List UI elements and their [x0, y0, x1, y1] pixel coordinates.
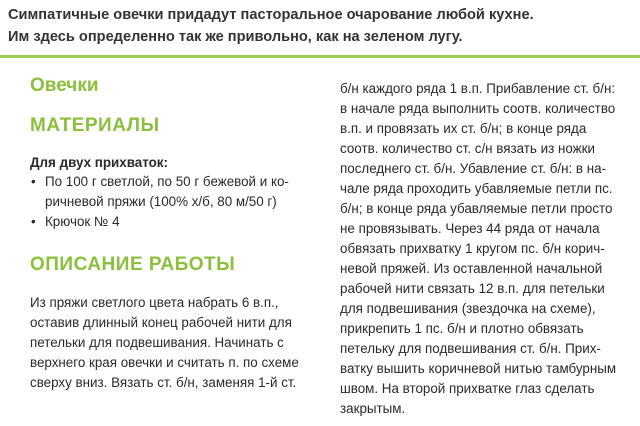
intro-line: Им здесь определенно так же привольно, как на зеленом лугу. — [8, 29, 463, 45]
text-line: б/н; в конце ряда убавляемые петли просто — [340, 201, 613, 216]
text-line: б/н каждого ряда 1 в.п. Прибавление ст. б/н: — [340, 81, 616, 96]
text-line: обвязать прихватку 1 кругом пс. б/н корич- — [340, 241, 605, 256]
text-line: сверху вниз. Вязать ст. б/н, заменяя 1-й ст. — [30, 375, 297, 390]
left-column — [30, 74, 320, 393]
text-line: швом. На второй прихватке глаз сделать — [340, 381, 595, 396]
text-line: невой пряжей. Из оставленной начальной — [340, 261, 603, 276]
materials-item-line: По 100 г светлой, по 50 г бежевой и ко- — [45, 174, 289, 189]
text-line: рабочей нити связать 12 в.п. для петельки — [340, 281, 605, 296]
text-line: ватку вышить коричневой нитью тамбурным — [340, 361, 617, 376]
text-line: в начале ряда выполнить соотв. количество — [340, 101, 616, 116]
green-divider — [0, 55, 640, 58]
text-line: чале ряда проходить убавляемые петли пс. — [340, 181, 613, 196]
bullet-icon: • — [31, 214, 36, 229]
text-line: верхнего края овечки и считать п. по схеме — [30, 355, 299, 370]
bullet-icon: • — [31, 174, 36, 189]
text-line: оставив длинный конец рабочей нити для — [30, 315, 292, 330]
description-left-text — [30, 293, 320, 393]
materials-item-line: ричневой пряжи (100% х/б, 80 м/50 г) — [45, 194, 277, 209]
materials-subheading: Для двух прихваток: — [30, 155, 168, 170]
text-line: петельку для подвешивания ст. б/н. Прих- — [340, 341, 601, 356]
text-line: петельки для подвешивания. Начинать с — [30, 335, 284, 350]
description-right-text — [340, 79, 635, 419]
materials-item-line: Крючок № 4 — [45, 214, 120, 229]
text-line: для подвешивания (звездочка на схеме), — [340, 301, 596, 316]
intro-text — [8, 4, 633, 48]
text-line: Из пряжи светлого цвета набрать 6 в.п., — [30, 295, 279, 310]
materials-list — [30, 172, 320, 232]
intro-line: Симпатичные овечки придадут пасторальное очарование любой кухне. — [8, 7, 534, 23]
materials-heading: МАТЕРИАЛЫ — [30, 115, 160, 136]
page-title: Овечки — [30, 75, 99, 96]
materials-item — [30, 172, 320, 212]
text-line: закрытым. — [340, 401, 406, 416]
text-line: прикрепить 1 пс. б/н и плотно обвязать — [340, 321, 584, 336]
description-heading: ОПИСАНИЕ РАБОТЫ — [30, 254, 236, 275]
text-line: последнего ст. б/н. Убавление ст. б/н: в на- — [340, 161, 607, 176]
text-line: соотв. количество ст. с/н вязать из ножки — [340, 141, 595, 156]
materials-item — [30, 212, 320, 232]
text-line: не провязывать. Через 44 ряда от начала — [340, 221, 600, 236]
text-line: в.п. и провязать их ст. б/н; в конце ряда — [340, 121, 587, 136]
